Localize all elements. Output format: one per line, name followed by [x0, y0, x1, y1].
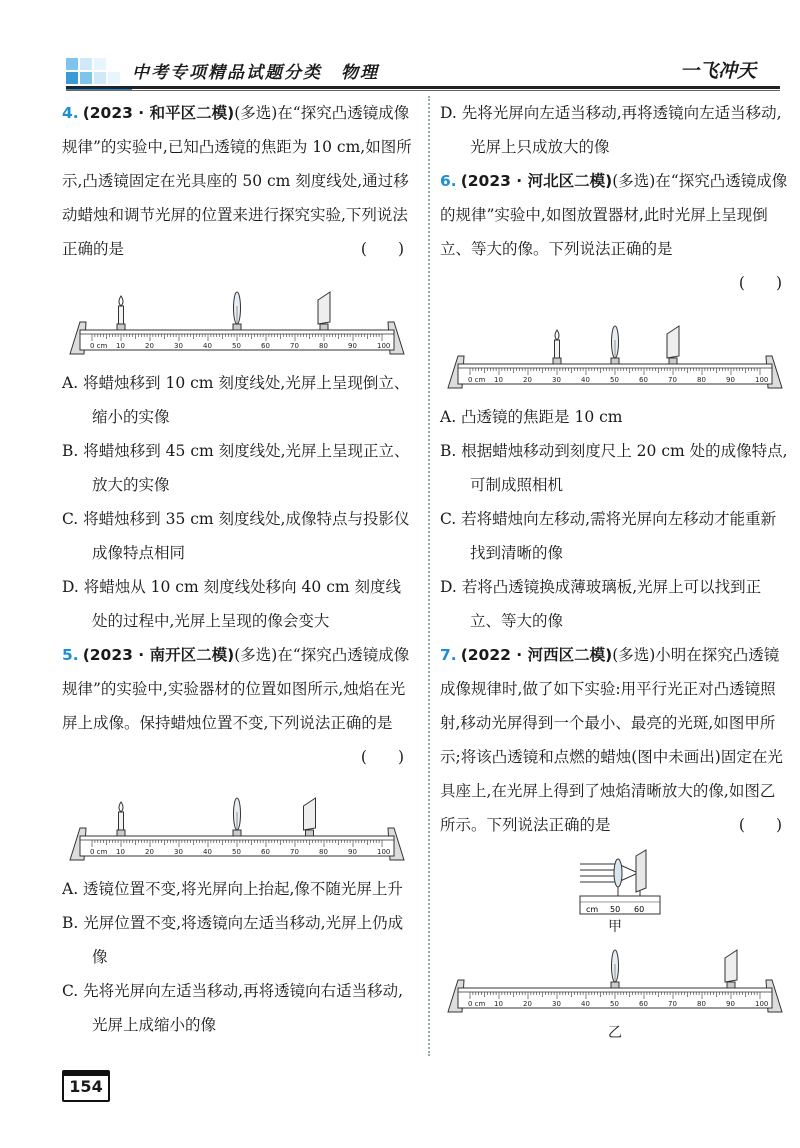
optical-bench-figure-q7	[440, 938, 790, 1022]
question-number: 7.	[440, 646, 457, 664]
light-screen	[318, 292, 330, 324]
fig-jia-tick-60: 60	[634, 905, 645, 914]
ruler-tick-label: 20	[145, 342, 154, 350]
ruler-tick-label: 10	[494, 1000, 503, 1008]
ruler-tick-label: 50	[232, 848, 241, 856]
ruler-tick-label: 70	[668, 1000, 677, 1008]
question-source: (2022 · 河西区二模)	[460, 646, 613, 664]
ruler-tick-label: 30	[174, 848, 183, 856]
ruler-tick-label: 80	[319, 848, 328, 856]
answer-bracket: ( )	[738, 274, 782, 292]
light-screen	[667, 326, 679, 358]
ruler-tick-label: 0 cm	[468, 376, 486, 384]
lens-holder	[233, 324, 241, 330]
candle-flame	[119, 296, 123, 306]
answer-bracket: ( )	[738, 816, 782, 834]
ruler-tick-label: 30	[552, 1000, 561, 1008]
option-c: C. 先将光屏向左适当移动,再将透镜向右适当移动,光屏上成缩小的像	[62, 982, 404, 1034]
ruler-tick-label: 10	[116, 848, 125, 856]
question-4-stem	[62, 96, 412, 266]
question-5-stem	[62, 638, 412, 766]
question-number: 6.	[440, 172, 457, 190]
option-a: A. 将蜡烛移到 10 cm 刻度线处,光屏上呈现倒立、缩小的实像	[62, 374, 410, 426]
candle	[119, 306, 124, 324]
ruler-tick-label: 90	[348, 848, 357, 856]
question-source: (2023 · 河北区二模)	[460, 172, 613, 190]
lens-holder	[611, 358, 619, 364]
ruler-tick-label: 70	[668, 376, 677, 384]
question-text: (多选)在“探究凸透镜成像的规律”实验中,如图放置器材,此时光屏上呈现倒立、等大的像。下列说法正确的是	[440, 172, 788, 258]
ruler-tick-label: 40	[203, 342, 212, 350]
ruler-tick-label: 90	[726, 376, 735, 384]
answer-bracket: ( )	[360, 240, 404, 258]
focal-length-figure-jia	[440, 844, 790, 916]
ruler-tick-label: 20	[145, 848, 154, 856]
ruler-tick-label: 10	[494, 376, 503, 384]
ruler-tick-label: 80	[319, 342, 328, 350]
ruler-tick-label: 100	[377, 342, 391, 350]
candle	[555, 340, 560, 358]
option-d: D. 将蜡烛从 10 cm 刻度线处移向 40 cm 刻度线处的过程中,光屏上呈现的像会变大	[62, 578, 401, 630]
question-number: 4.	[62, 104, 79, 122]
option-a: A. 透镜位置不变,将光屏向上抬起,像不随光屏上升	[62, 880, 403, 898]
ruler-tick-label: 90	[348, 342, 357, 350]
ruler-tick-label: 20	[523, 376, 532, 384]
optical-bench-figure-q4	[62, 268, 412, 364]
candle-holder	[117, 830, 125, 836]
optical-bench-figure-q6	[440, 302, 790, 398]
option-c: C. 若将蜡烛向左移动,需将光屏向左移动才能重新找到清晰的像	[440, 510, 777, 562]
question-source: (2023 · 和平区二模)	[82, 104, 235, 122]
header-rule-thin	[66, 90, 780, 91]
candle-flame	[119, 802, 123, 812]
candle-holder	[117, 324, 125, 330]
question-4	[62, 96, 412, 638]
ruler-tick-label: 100	[755, 1000, 769, 1008]
ruler-tick-label: 70	[290, 848, 299, 856]
option-b: B. 光屏位置不变,将透镜向左适当移动,光屏上仍成像	[62, 914, 404, 966]
question-text: (多选)在“探究凸透镜成像规律”的实验中,已知凸透镜的焦距为 10 cm,如图所示,凸透镜固定在光具座的 50 cm 刻度线处,通过移动蜡烛和调节光屏的位置来进行探究实验,下列说法正确的是	[62, 104, 412, 258]
right-column	[440, 96, 790, 1042]
figure-caption-yi: 乙	[608, 1025, 622, 1041]
ruler-tick-label: 50	[232, 342, 241, 350]
candle-holder	[553, 358, 561, 364]
ruler-tick-label: 40	[581, 1000, 590, 1008]
screen-holder	[306, 830, 314, 836]
question-5	[62, 638, 412, 1042]
lens-holder	[611, 982, 619, 988]
column-divider	[428, 96, 430, 1056]
ruler-tick-label: 80	[697, 376, 706, 384]
question-7	[440, 638, 790, 1042]
candle	[119, 812, 124, 830]
option-d: D. 先将光屏向左适当移动,再将透镜向左适当移动,光屏上只成放大的像	[440, 104, 782, 156]
ruler-tick-label: 90	[726, 1000, 735, 1008]
light-screen	[304, 798, 316, 830]
ruler-tick-label: 10	[116, 342, 125, 350]
lens-holder	[233, 830, 241, 836]
figure-caption-jia: 甲	[608, 919, 622, 935]
question-7-stem	[440, 638, 790, 842]
option-c: C. 将蜡烛移到 35 cm 刻度线处,成像特点与投影仪成像特点相同	[62, 510, 410, 562]
ruler-tick-label: 50	[610, 1000, 619, 1008]
question-number: 5.	[62, 646, 79, 664]
ruler-tick-label: 0 cm	[468, 1000, 486, 1008]
ruler-tick-label: 60	[639, 1000, 648, 1008]
answer-bracket: ( )	[360, 748, 404, 766]
ruler-tick-label: 40	[581, 376, 590, 384]
header-brand: 一飞冲天	[679, 60, 756, 82]
page-number: 154	[62, 1070, 110, 1102]
ruler-tick-label: 30	[174, 342, 183, 350]
question-6-stem	[440, 164, 790, 266]
light-screen	[725, 950, 737, 982]
ruler-tick-label: 50	[610, 376, 619, 384]
ruler-tick-label: 80	[697, 1000, 706, 1008]
option-b: B. 根据蜡烛移动到刻度尺上 20 cm 处的成像特点,可制成照相机	[440, 442, 788, 494]
screen-holder	[727, 982, 735, 988]
screen-holder	[669, 358, 677, 364]
ruler-tick-label: 0 cm	[90, 342, 108, 350]
ruler-tick-label: 30	[552, 376, 561, 384]
header-title: 中考专项精品试题分类 物理	[132, 63, 379, 83]
ruler-tick-label: 40	[203, 848, 212, 856]
ruler-tick-label: 60	[261, 342, 270, 350]
question-text: (多选)小明在探究凸透镜成像规律时,做了如下实验:用平行光正对凸透镜照射,移动光屏得到一个最小、最亮的光斑,如图甲所示;将该凸透镜和点燃的蜡烛(图中未画出)固定在光具座上,在光屏上得到了烛焰清晰放大的像,如图乙所示。下列说法正确的是	[440, 646, 783, 834]
question-text: (多选)在“探究凸透镜成像规律”的实验中,实验器材的位置如图所示,烛焰在光屏上成像。保持蜡烛位置不变,下列说法正确的是	[62, 646, 410, 732]
ruler-tick-label: 0 cm	[90, 848, 108, 856]
optical-bench-figure-q5	[62, 774, 412, 870]
fig-jia-tick-cm: cm	[586, 905, 599, 914]
ruler-tick-label: 100	[755, 376, 769, 384]
ruler-tick-label: 20	[523, 1000, 532, 1008]
question-source: (2023 · 南开区二模)	[82, 646, 235, 664]
candle-flame	[555, 330, 559, 340]
ruler-tick-label: 60	[639, 376, 648, 384]
page-header	[0, 0, 800, 92]
option-b: B. 将蜡烛移到 45 cm 刻度线处,光屏上呈现正立、放大的实像	[62, 442, 410, 494]
option-a: A. 凸透镜的焦距是 10 cm	[440, 408, 623, 426]
screen-holder	[320, 324, 328, 330]
header-rule	[66, 86, 780, 89]
ruler-tick-label: 60	[261, 848, 270, 856]
question-6	[440, 164, 790, 638]
ruler-tick-label: 70	[290, 342, 299, 350]
option-d: D. 若将凸透镜换成薄玻璃板,光屏上可以找到正立、等大的像	[440, 578, 762, 630]
ruler-tick-label: 100	[377, 848, 391, 856]
fig-jia-tick-50: 50	[610, 905, 621, 914]
left-column	[62, 96, 412, 1042]
